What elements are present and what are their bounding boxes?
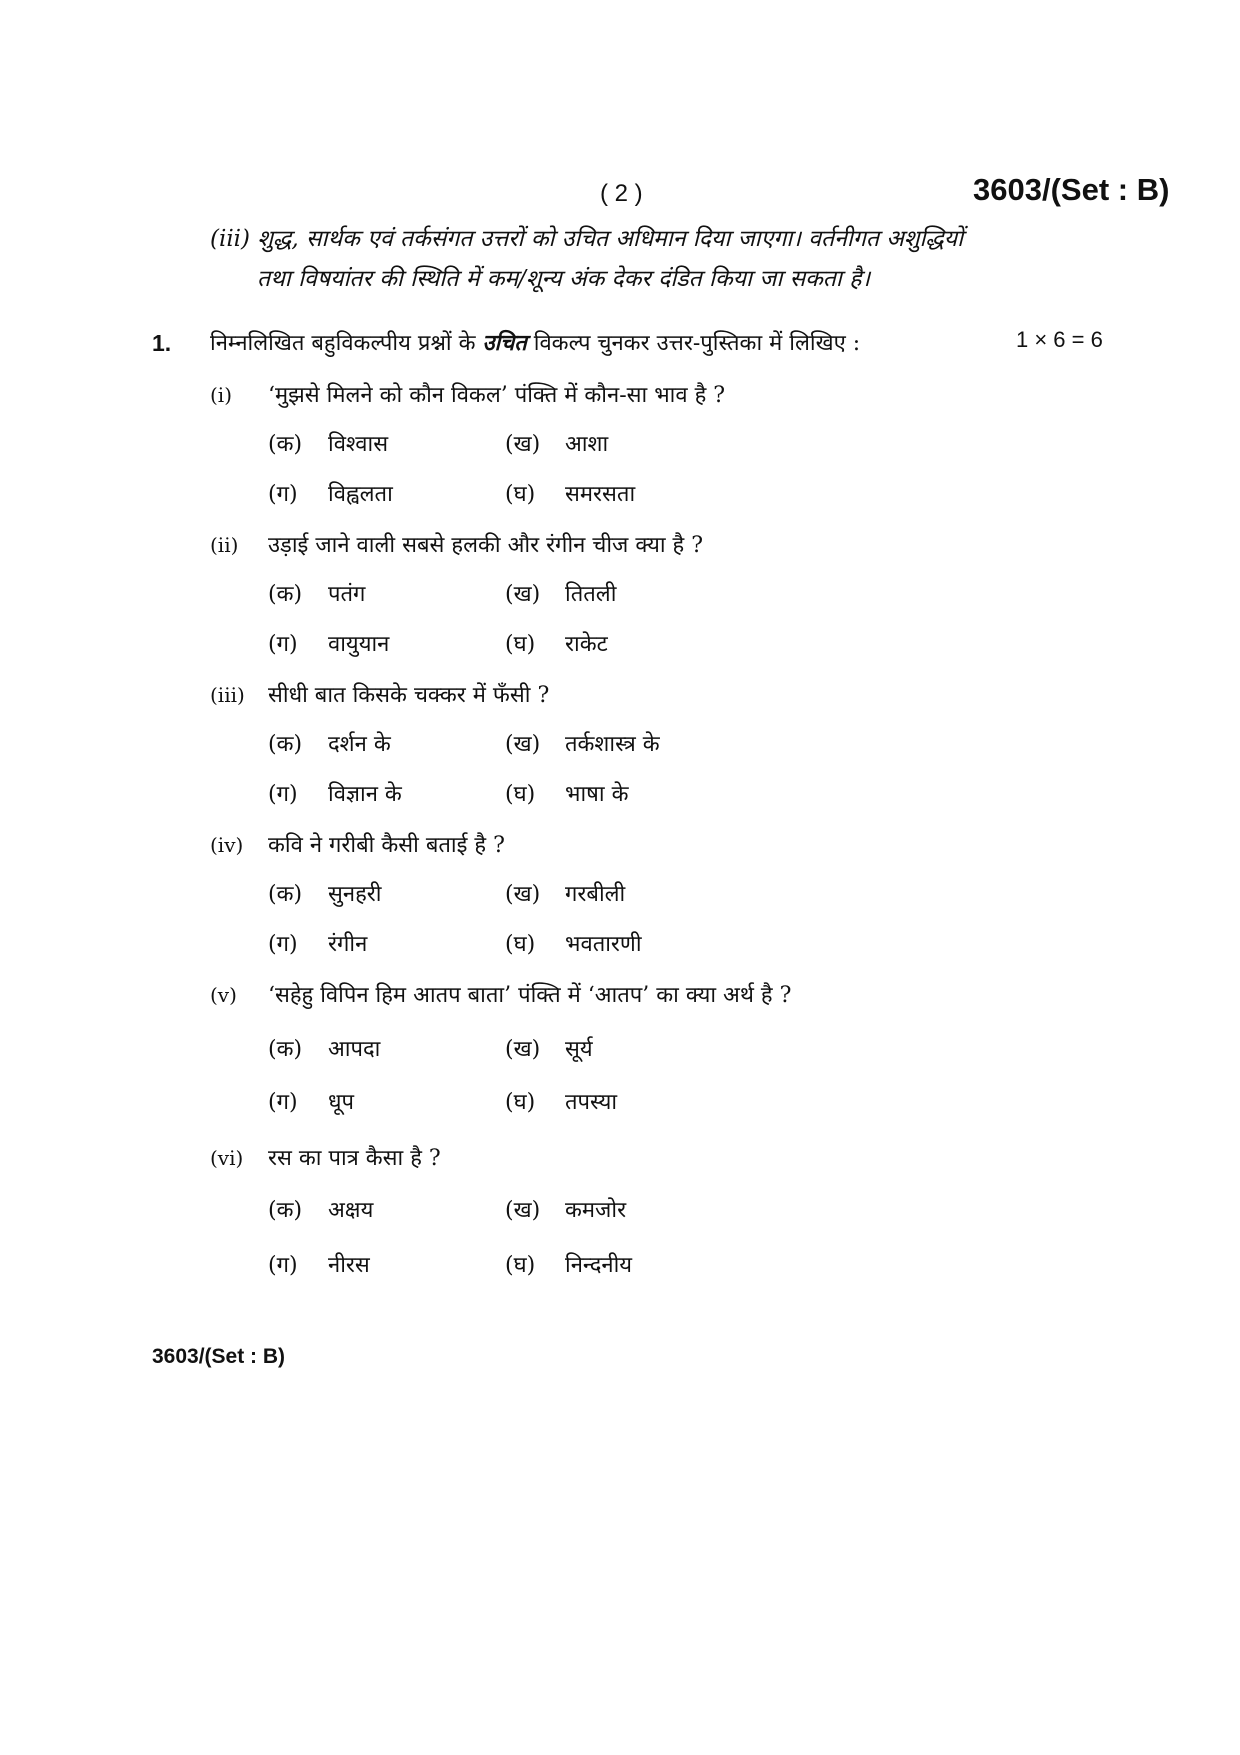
question-text-emphasis: उचित <box>482 330 527 356</box>
option-text: विज्ञान के <box>328 782 402 807</box>
option-text: धूप <box>328 1090 355 1115</box>
option-label: (क) <box>268 432 303 457</box>
option-text: पतंग <box>328 582 366 607</box>
option-label: (घ) <box>505 1090 536 1115</box>
option-label: (क) <box>268 1198 303 1223</box>
option-label: (क) <box>268 582 303 607</box>
option-label: (क) <box>268 732 303 757</box>
sub-question-text: उड़ाई जाने वाली सबसे हलकी और रंगीन चीज क्या है ? <box>268 533 704 558</box>
instruction-line-1: (iii) शुद्ध, सार्थक एवं तर्कसंगत उत्तरों को उचित अधिमान दिया जाएगा। वर्तनीगत अशुद्धियों <box>210 226 964 252</box>
option-text: नीरस <box>328 1253 370 1278</box>
sub-question-text: ‘मुझसे मिलने को कौन विकल’ पंक्ति में कौन-सा भाव है ? <box>268 383 726 408</box>
sub-question-text: कवि ने गरीबी कैसी बताई है ? <box>268 833 505 858</box>
question-text-after: विकल्प चुनकर उत्तर-पुस्तिका में लिखिए : <box>526 331 861 356</box>
sub-question-number: (ii) <box>210 533 239 557</box>
option-label: (ख) <box>505 582 541 607</box>
option-text: सूर्य <box>565 1037 593 1062</box>
instruction-line-2: तथा विषयांतर की स्थिति में कम/शून्य अंक देकर दंडित किया जा सकता है। <box>257 266 871 292</box>
option-text: राकेट <box>565 632 608 657</box>
option-label: (ग) <box>268 632 298 657</box>
question-number: 1. <box>152 330 172 356</box>
question-marks: 1 × 6 = 6 <box>1016 327 1103 352</box>
option-text: भवतारणी <box>565 932 642 957</box>
sub-question-number: (iv) <box>210 833 244 857</box>
option-text: दर्शन के <box>328 732 391 757</box>
sub-question-number: (vi) <box>210 1146 244 1170</box>
instruction-block <box>210 219 963 299</box>
option-label: (घ) <box>505 632 536 657</box>
option-label: (ग) <box>268 482 298 507</box>
option-text: सुनहरी <box>328 882 382 907</box>
option-label: (ख) <box>505 1198 541 1223</box>
option-label: (ग) <box>268 782 298 807</box>
paper-code-header: 3603/(Set : B) <box>973 172 1170 207</box>
question-text-before: निम्नलिखित बहुविकल्पीय प्रश्नों के <box>210 331 483 356</box>
option-label: (ग) <box>268 932 298 957</box>
option-text: तितली <box>565 582 617 607</box>
option-text: आशा <box>565 432 609 457</box>
option-text: भाषा के <box>565 782 629 807</box>
page-number: ( 2 ) <box>600 180 643 207</box>
option-text: समरसता <box>565 482 636 507</box>
option-text: विश्वास <box>328 432 389 457</box>
sub-question-number: (i) <box>210 383 233 407</box>
option-label: (ग) <box>268 1090 298 1115</box>
option-text: आपदा <box>328 1037 381 1062</box>
question-text <box>210 327 860 357</box>
option-label: (घ) <box>505 782 536 807</box>
option-text: निन्दनीय <box>565 1253 633 1278</box>
option-label: (ख) <box>505 882 541 907</box>
option-text: तर्कशास्त्र के <box>565 732 660 757</box>
option-text: कमजोर <box>565 1198 627 1223</box>
option-text: गरबीली <box>565 882 626 907</box>
sub-question-text: ‘सहेहु विपिन हिम आतप बाता’ पंक्ति में ‘आतप’ का क्या अर्थ है ? <box>268 983 792 1008</box>
option-label: (घ) <box>505 1253 536 1278</box>
option-label: (क) <box>268 882 303 907</box>
option-label: (क) <box>268 1037 303 1062</box>
sub-question-text: सीधी बात किसके चक्कर में फँसी ? <box>268 683 550 708</box>
option-text: रंगीन <box>328 932 368 957</box>
option-text: तपस्या <box>565 1090 618 1115</box>
sub-question-number: (iii) <box>210 683 245 707</box>
option-text: वायुयान <box>328 632 390 657</box>
option-label: (ग) <box>268 1253 298 1278</box>
paper-code-footer: 3603/(Set : B) <box>152 1345 286 1368</box>
option-label: (घ) <box>505 482 536 507</box>
sub-question-number: (v) <box>210 983 237 1007</box>
sub-question-text: रस का पात्र कैसा है ? <box>268 1146 441 1171</box>
option-label: (ख) <box>505 732 541 757</box>
option-text: विह्वलता <box>328 482 393 507</box>
option-label: (ख) <box>505 1037 541 1062</box>
option-text: अक्षय <box>328 1198 374 1223</box>
option-label: (घ) <box>505 932 536 957</box>
option-label: (ख) <box>505 432 541 457</box>
